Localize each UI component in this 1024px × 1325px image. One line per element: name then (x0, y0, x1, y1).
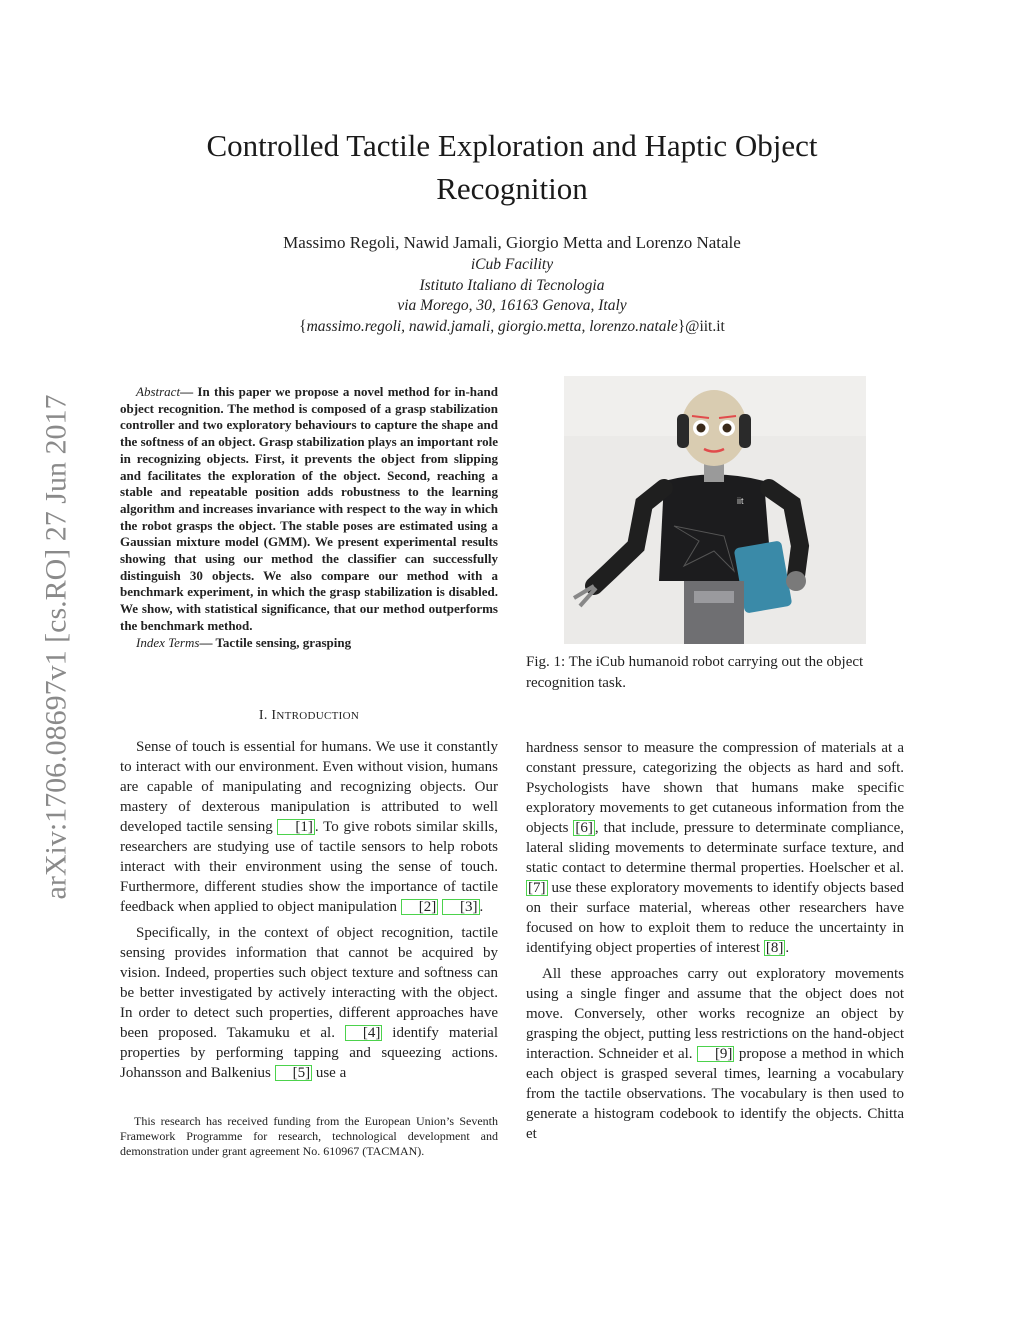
index-terms-label: Index Terms (136, 634, 200, 650)
affiliation-line-3: via Morego, 30, 16163 Genova, Italy (397, 297, 627, 314)
arxiv-sidebar (26, 352, 86, 942)
citation-4[interactable]: [4] (345, 1025, 383, 1041)
figure-1-robot-photo (564, 376, 866, 644)
citation-7[interactable]: [7] (528, 880, 546, 896)
intro-paragraph-2: Specifically, in the context of object recognition, tactile sensing provides information that cannot be acquired by vision. Indeed, properties such object texture and softness can be better investigated by actively interacting with the object. In order to detect such properties, different approaches have been proposed. Takamuku et al. [4] identify material properties by performing tapping and squeezing actions. Johansson and Balkenius [5] use a (120, 925, 498, 1081)
paper-title (120, 124, 904, 210)
citation-9[interactable]: [9] (697, 1046, 735, 1062)
icub-robot-illustration (564, 376, 866, 644)
affiliation-line-1: iCub Facility (470, 256, 554, 273)
intro-paragraph-1: Sense of touch is essential for humans. We use it constantly to interact with our environment. Even without vision, humans are capable of manipulating and recognizing objects. Our mastery of dexterous manipulation is attributed to well developed tactile sensing [1] . To give robots similar skills, researchers are studying use of tactile sensors to help robots interact with their environment using the sense of touch. Furthermore, different studies show the importance of tactile feedback when applied to object manipulation [2] [3] . (120, 739, 498, 915)
abstract-text: In this paper we propose a novel method for in-hand object recognition. The method is composed of a grasp stabilization controller and two exploratory behaviours to capture the shape and the softness of an object. Grasp stabilization plays an important role in recognizing objects. First, it prevents the object from slipping and facilitates the exploration of the object. Second, reaching a stable and repeatable position adds robustness to the learning algorithm and increases invariance with respect to the way in which the robot grasps the object. The stable poses are estimated using a Gaussian mixture model (GMM). We present experimental results showing that using our method the classifier can successfully distinguish 30 objects. We also compare our method with a benchmark experiment, in which the grasp stabilization is disabled. We show, with statistical significance, that our method outperforms the benchmark method. (120, 384, 498, 633)
citation-6[interactable]: [6] (575, 820, 593, 836)
left-column-body (120, 737, 498, 1083)
figure-1-caption: Fig. 1: The iCub humanoid robot carrying out the object recognition task. (526, 654, 864, 691)
title-line-1: Controlled Tactile Exploration and Haptic Object (206, 128, 818, 163)
citation-1[interactable]: [1] (277, 819, 315, 835)
citation-2[interactable]: [2] (401, 899, 439, 915)
funding-footnote: This research has received funding from the European Union’s Seventh Framework Programme for research, technological development and demonstration under grant agreement No. 610967 (TACMAN). (120, 1114, 498, 1158)
citation-5[interactable]: [5] (275, 1065, 313, 1081)
arxiv-identifier: arXiv:1706.08697v1 [cs.RO] 27 Jun 2017 (39, 394, 72, 900)
citation-3[interactable]: [3] (442, 899, 480, 915)
title-line-2: Recognition (436, 171, 588, 206)
chest-logo: iit (737, 496, 744, 506)
section-heading-introduction: I. INTRODUCTION (258, 708, 360, 723)
right-column-body (526, 738, 904, 1144)
author-emails: {massimo.regoli, nawid.jamali, giorgio.metta, lorenzo.natale}@iit.it (299, 318, 725, 335)
citation-8[interactable]: [8] (765, 940, 784, 956)
right-paragraph-2: All these approaches carry out exploratory movements using a single finger and assume that the object does not move. Conversely, other works recognize an object by grasping the object, putting less restrictions on the hand-object interaction. Schneider et al. [9] propose a method in which each object is grasped several times, learning a vocabulary from the tactile observations. The vocabulary is then used to generate a histogram codebook to identify the objects. Chitta et (526, 966, 904, 1142)
authors: Massimo Regoli, Nawid Jamali, Giorgio Metta and Lorenzo Natale (283, 233, 741, 252)
right-paragraph-1: hardness sensor to measure the compression of materials at a constant pressure, categorizing the objects as hard and soft. Psychologists have shown that humans make specific exploratory movements to get cutaneous information from the objects [6] , that include, pressure to determinate compliance, lateral sliding movements to determinate surface texture, and static contact to determine thermal properties. Hoelscher et al. [7] use these exploratory movements to identify objects based on their surface material, whereas other researchers have focused on how to exploit them to reduce the uncertainty in identifying object properties of interest [8] . (526, 740, 904, 956)
abstract-label: Abstract (136, 384, 181, 399)
affiliation-line-2: Istituto Italiano di Tecnologia (419, 277, 605, 294)
index-terms: Tactile sensing, grasping (212, 634, 352, 650)
abstract: Abstract— In this paper we propose a novel method for in-hand object recognition. The method is composed of a grasp stabilization controller and two exploratory behaviours to capture the shape and the softness of an object. Grasp stabilization plays an important role in recognizing objects. First, it prevents the object from slipping and facilitates the exploration of the object. Second, reaching a stable and repeatable position adds robustness to the learning algorithm and increases invariance with respect to the way in which the robot grasps the object. The stable poses are estimated using a Gaussian mixture model (GMM). We present experimental results showing that using our method the classifier can successfully distinguish 30 objects. We also compare our method with a benchmark experiment, in which the grasp stabilization is disabled. We show, with statistical significance, that our method outperforms the benchmark method. Index Terms— Tactile sensing, grasping (120, 384, 498, 650)
